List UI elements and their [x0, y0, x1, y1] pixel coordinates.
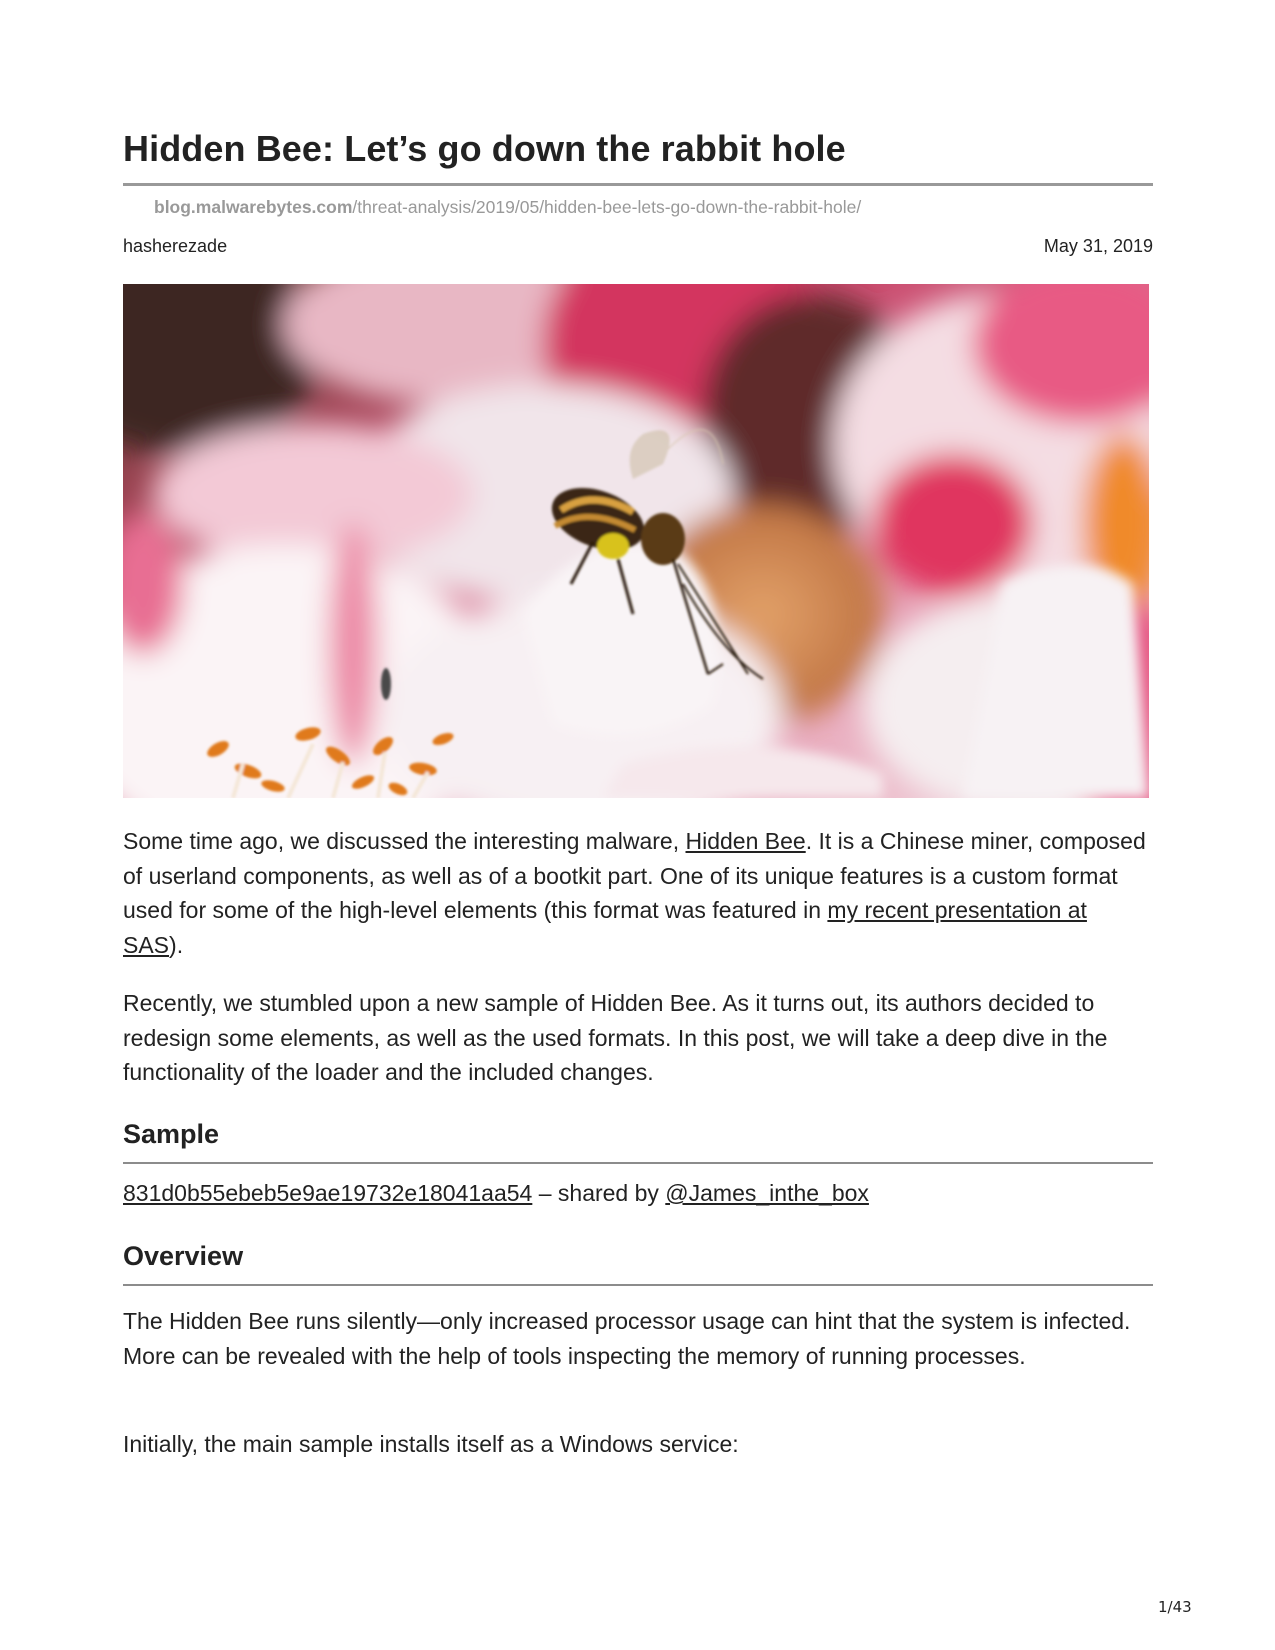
sample-heading: Sample	[123, 1119, 220, 1149]
url-domain: blog.malwarebytes.com	[154, 197, 353, 217]
sample-divider	[123, 1162, 1153, 1164]
title-divider	[123, 183, 1153, 186]
sharer-handle-link[interactable]: @James_inthe_box	[665, 1180, 869, 1206]
hero-image	[123, 284, 1149, 798]
service-paragraph: Initially, the main sample installs itself as a Windows service:	[123, 1431, 739, 1457]
bee-on-flower-photo-icon	[123, 284, 1149, 798]
sample-line	[123, 1176, 869, 1211]
page-number: 1/43	[1158, 1598, 1192, 1616]
intro-text-a: Some time ago, we discussed the interesting malware,	[123, 828, 686, 854]
article-title: Hidden Bee: Let’s go down the rabbit hole	[123, 128, 846, 169]
overview-paragraph: The Hidden Bee runs silently—only increased processor usage can hint that the system is infected. More can be revealed with the help of tools inspecting the memory of running processes.	[123, 1308, 1131, 1369]
url-path: /threat-analysis/2019/05/hidden-bee-lets-go-down-the-rabbit-hole/	[352, 197, 862, 217]
intro-paragraph	[123, 824, 1153, 962]
publish-date: May 31, 2019	[1043, 236, 1153, 256]
intro-text-b: . It is a Chinese miner, composed of userland components, as well as of a bootkit part. One of its unique features is a custom format used for some of the high-level elements (this format was featured in	[123, 828, 1146, 923]
overview-heading: Overview	[123, 1241, 244, 1271]
sas-presentation-link[interactable]: my recent presentation at SAS	[123, 897, 1087, 958]
sample-hash-link[interactable]: 831d0b55ebeb5e9ae19732e18041aa54	[123, 1180, 533, 1206]
new-sample-paragraph: Recently, we stumbled upon a new sample of Hidden Bee. As it turns out, its authors decided to redesign some elements, as well as the used formats. In this post, we will take a deep dive in the functionality of the loader and the included changes.	[123, 990, 1108, 1085]
source-url[interactable]	[154, 197, 861, 218]
intro-text-c: ).	[169, 931, 184, 958]
overview-divider	[123, 1284, 1153, 1286]
author-name: hasherezade	[123, 236, 228, 256]
shared-by-text: – shared by	[532, 1180, 666, 1206]
hidden-bee-link[interactable]: Hidden Bee	[685, 828, 806, 854]
